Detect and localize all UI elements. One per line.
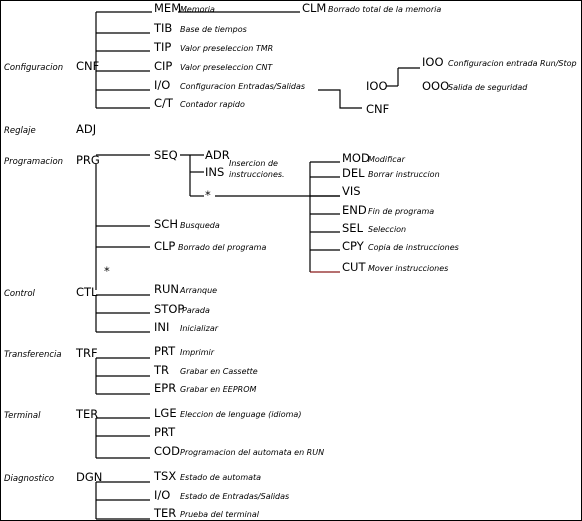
io-cnf-code: CNF <box>366 102 390 116</box>
cnf-item-code: MEM <box>154 1 182 15</box>
edit-item-desc: Fin de programa <box>368 207 435 216</box>
section-label-control: Control <box>4 289 35 299</box>
dgn-item-desc: Estado de Entradas/Salidas <box>180 492 290 501</box>
ctl-item-desc: Parada <box>182 306 210 315</box>
ter-item-code: LGE <box>154 406 177 420</box>
ctl-item-code: STOP <box>154 302 185 316</box>
edit-item-desc: Modificar <box>368 155 405 164</box>
io-node-code: IOO <box>366 79 388 93</box>
cnf-item-desc: Base de tiempos <box>180 25 247 34</box>
edit-item-code: CUT <box>342 260 366 274</box>
section-code-adj: ADJ <box>76 122 97 136</box>
trf-item-desc: Imprimir <box>180 348 215 357</box>
section-code-prg: PRG <box>76 153 100 167</box>
ter-item-desc: Eleccion de lenguage (idioma) <box>180 410 302 419</box>
seq-star-marker: * <box>205 188 211 202</box>
edit-item-code: END <box>342 203 367 217</box>
trf-item-code: PRT <box>154 344 176 358</box>
prg-star-marker: * <box>104 264 110 278</box>
prg-clp-desc: Borrado del programa <box>178 243 267 252</box>
seq-adr-code: ADR <box>205 148 230 162</box>
io-sub-code: IOO <box>422 55 444 69</box>
cnf-item-desc: Memoria <box>180 5 215 14</box>
prg-seq-code: SEQ <box>154 148 178 162</box>
diagram-border <box>1 1 582 521</box>
prg-sch-desc: Busqueda <box>180 221 220 230</box>
section-label-programacion: Programacion <box>4 157 64 167</box>
dgn-item-code: I/O <box>154 488 171 502</box>
ter-item-code: COD <box>154 444 180 458</box>
section-code-ctl: CTL <box>76 285 98 299</box>
ter-item-desc: Programacion del automata en RUN <box>180 448 325 457</box>
cnf-item-code: I/O <box>154 78 171 92</box>
dgn-item-desc: Estado de automata <box>180 473 262 482</box>
edit-item-code: DEL <box>342 166 365 180</box>
section-code-trf: TRF <box>76 346 98 360</box>
seq-ins-desc-line: instrucciones. <box>229 170 285 179</box>
section-code-dgn: DGN <box>76 470 103 484</box>
section-code-ter: TER <box>76 407 99 421</box>
edit-item-code: MOD <box>342 151 370 165</box>
trf-item-code: EPR <box>154 381 177 395</box>
cnf-item-code: TIP <box>154 40 172 54</box>
section-code-cnf: CNF <box>76 59 100 73</box>
edit-item-desc: Mover instrucciones <box>368 264 449 273</box>
prg-sch-code: SCH <box>154 217 178 231</box>
section-label-terminal: Terminal <box>4 411 41 421</box>
ctl-item-code: INI <box>154 320 170 334</box>
cnf-item-code: TIB <box>154 21 173 35</box>
cnf-item-desc: Configuracion Entradas/Salidas <box>180 82 306 91</box>
clm-desc: Borrado total de la memoria <box>328 5 442 14</box>
ctl-item-desc: Arranque <box>180 286 218 295</box>
ctl-item-code: RUN <box>154 282 180 296</box>
edit-item-code: CPY <box>342 239 364 253</box>
cnf-item-code: CIP <box>154 59 173 73</box>
io-sub-desc: Salida de seguridad <box>448 83 528 92</box>
edit-item-desc: Borrar instruccion <box>368 170 440 179</box>
seq-ins-desc-line: Insercion de <box>229 159 278 168</box>
dgn-item-code: TSX <box>154 469 177 483</box>
dgn-item-desc: Prueba del terminal <box>180 510 259 519</box>
edit-item-code: SEL <box>342 221 363 235</box>
section-label-diagnostico: Diagnostico <box>4 474 55 484</box>
io-sub-code: OOO <box>422 79 450 93</box>
trf-item-desc: Grabar en EEPROM <box>180 385 257 394</box>
trf-item-desc: Grabar en Cassette <box>180 367 258 376</box>
trf-item-code: TR <box>154 363 170 377</box>
edit-item-code: VIS <box>342 184 361 198</box>
clm-code: CLM <box>302 1 327 15</box>
ter-item-code: PRT <box>154 425 176 439</box>
edit-item-desc: Copia de instrucciones <box>368 243 459 252</box>
section-label-reglaje: Reglaje <box>4 126 36 136</box>
cnf-item-desc: Valor preseleccion CNT <box>180 63 273 72</box>
edit-item-desc: Seleccion <box>368 225 407 234</box>
seq-ins-code: INS <box>205 165 225 179</box>
cnf-item-desc: Valor preseleccion TMR <box>180 44 274 53</box>
dgn-item-code: TER <box>154 506 177 520</box>
prg-clp-code: CLP <box>154 239 176 253</box>
ctl-item-desc: Inicializar <box>180 324 219 333</box>
cnf-item-code: C/T <box>154 96 173 110</box>
cnf-item-desc: Contador rapido <box>180 100 245 109</box>
section-label-configuracion: Configuracion <box>4 63 64 73</box>
io-sub-desc: Configuracion entrada Run/Stop <box>448 59 577 68</box>
section-label-transferencia: Transferencia <box>4 350 62 360</box>
